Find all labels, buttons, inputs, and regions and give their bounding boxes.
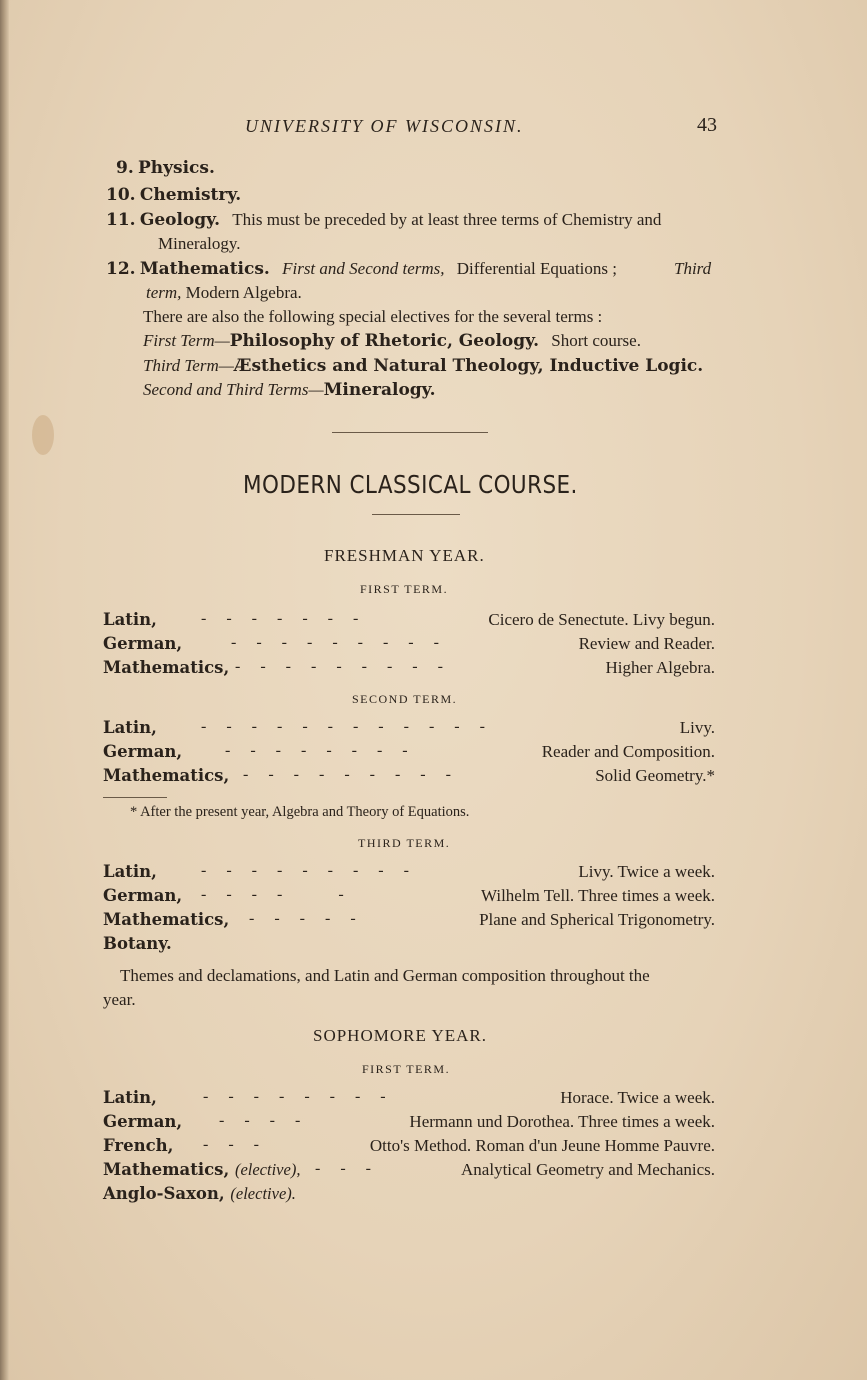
themes-note-continued: year. [103, 990, 136, 1009]
course-row: Mathematics, (elective), - - - Analytical Geometry and Mechanics. [103, 1160, 715, 1179]
elective-item-11-continued: Mineralogy. [158, 234, 241, 253]
course-row: German, - - - - Hermann und Dorothea. Three times a week. [103, 1112, 715, 1131]
elective-item-12-continued: term, Modern Algebra. [146, 283, 302, 302]
course-row: German, - - - - - Wilhelm Tell. Three times a week. [103, 886, 715, 905]
special-elective-line-1: First Term—Philosophy of Rhetoric, Geology. Short course. [143, 331, 641, 351]
course-row: Anglo-Saxon, (elective). [103, 1184, 296, 1203]
running-header: UNIVERSITY OF WISCONSIN. [245, 116, 524, 136]
section-divider [332, 432, 488, 433]
course-row: Mathematics, - - - - - - - - - Higher Algebra. [103, 658, 715, 677]
course-row: Mathematics, - - - - - - - - - Solid Geometry.* [103, 766, 715, 785]
freshman-third-term-heading: THIRD TERM. [358, 836, 451, 850]
course-row: Latin, - - - - - - - - Horace. Twice a week. [103, 1088, 715, 1107]
footnote: * After the present year, Algebra and Theory of Equations. [130, 804, 470, 820]
special-elective-line-3: Second and Third Terms—Mineralogy. [143, 380, 436, 400]
course-row: Latin, - - - - - - - - - Livy. Twice a week. [103, 862, 715, 881]
elective-item-12: 12. Mathematics. First and Second terms, Differential Equations ; [106, 259, 617, 279]
course-row: Latin, - - - - - - - - - - - - Livy. [103, 718, 715, 737]
sophomore-year-heading: SOPHOMORE YEAR. [313, 1026, 488, 1045]
sophomore-first-term-heading: FIRST TERM. [362, 1062, 451, 1076]
course-title: MODERN CLASSICAL COURSE. [243, 470, 578, 499]
course-row: Latin, - - - - - - - Cicero de Senectute. Livy begun. [103, 610, 715, 629]
course-row: French, - - - Otto's Method. Roman d'un Jeune Homme Pauvre. [103, 1136, 715, 1155]
themes-note: Themes and declamations, and Latin and German composition throughout the [120, 966, 650, 985]
elective-item-11: 11. Geology. This must be preceded by at least three terms of Chemistry and [106, 210, 662, 230]
elective-item-12-third: Third [674, 259, 712, 278]
freshman-second-term-heading: SECOND TERM. [352, 692, 458, 706]
course-row: Mathematics, - - - - - Plane and Spherical Trigonometry. [103, 910, 715, 929]
paper-stain [32, 415, 54, 455]
course-row: German, - - - - - - - - Reader and Composition. [103, 742, 715, 761]
course-row: German, - - - - - - - - - Review and Reader. [103, 634, 715, 653]
elective-item-10: 10. Chemistry. [106, 185, 242, 205]
book-spine-edge [0, 0, 9, 1380]
special-electives-intro: There are also the following special electives for the several terms : [143, 307, 603, 326]
special-elective-line-2: Third Term—Æsthetics and Natural Theology, Inductive Logic. [143, 356, 704, 376]
freshman-first-term-heading: FIRST TERM. [360, 582, 449, 596]
course-row: Botany. [103, 934, 172, 953]
elective-item-9: 9. Physics. [116, 158, 215, 178]
page-number: 43 [697, 114, 717, 136]
freshman-year-heading: FRESHMAN YEAR. [324, 546, 485, 565]
title-underline [372, 514, 460, 515]
footnote-rule [103, 797, 167, 798]
